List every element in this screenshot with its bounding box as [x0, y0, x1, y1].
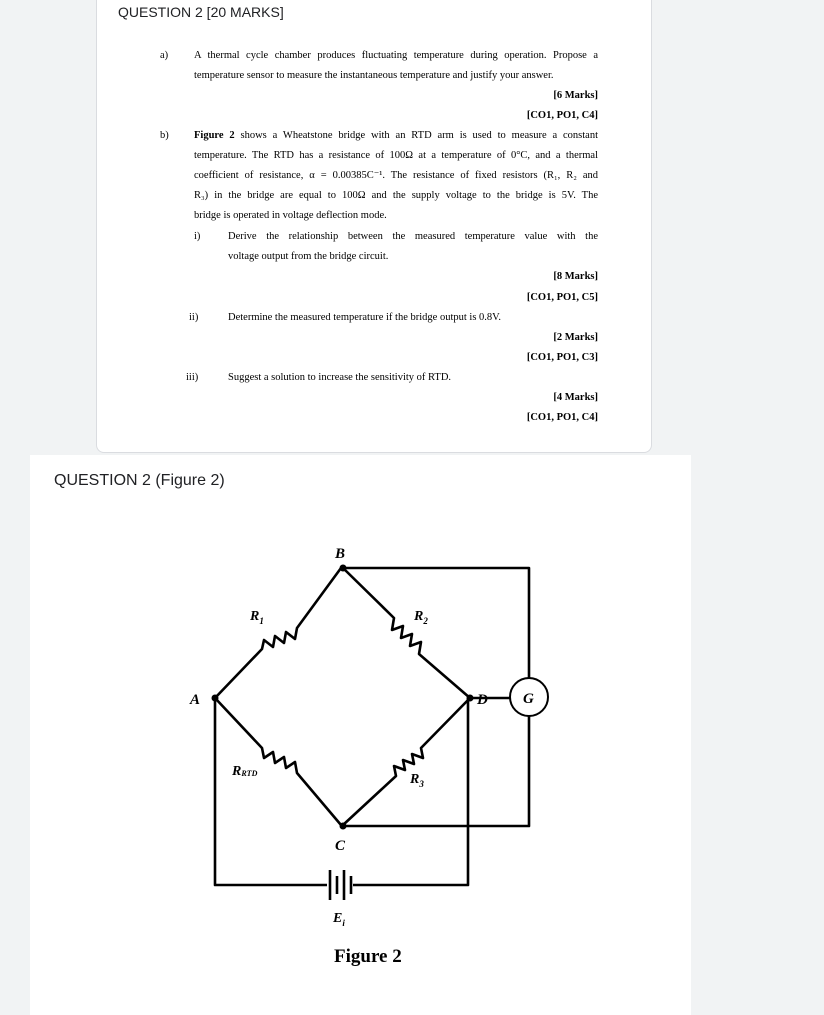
node-c-label: C [335, 838, 346, 854]
sub-iii-label: iii) [186, 372, 199, 383]
sub-i-marks: [8 Marks] [553, 271, 598, 282]
wire-b-to-g [343, 568, 529, 678]
sub-i-label: i) [194, 231, 201, 242]
part-a-line-2: temperature sensor to measure the instantaneous temperature and justify your answer. [194, 70, 554, 81]
part-b-line-2: temperature. The RTD has a resistance of 100Ω at a temperature of 0°C, and a thermal [194, 150, 598, 161]
sub-ii-text: Determine the measured temperature if the bridge output is 0.8V. [228, 312, 502, 323]
r2-label: $R_2$ [414, 609, 428, 626]
galvanometer-label: G [523, 691, 534, 707]
r3-label: $R_3$ [410, 772, 424, 789]
part-b-label: b) [160, 130, 169, 141]
figure-reference: Figure 2 [194, 130, 235, 141]
node-d-label: D [477, 692, 488, 708]
node-c-dot [340, 823, 347, 830]
wire-c-to-battery [353, 698, 468, 885]
part-b-line-5: bridge is operated in voltage deflection mode. [194, 210, 387, 221]
sub-ii-marks: [2 Marks] [553, 332, 598, 343]
rrtd-label: RRTD [232, 764, 258, 779]
node-a-dot [212, 695, 219, 702]
sub-iii-marks: [4 Marks] [553, 392, 598, 403]
part-a-marks: [6 Marks] [553, 90, 598, 101]
part-b-line-3: coefficient of resistance, α = 0.00385C⁻¹. The resistance of fixed resistors (R₁, R₂ and [194, 170, 598, 181]
r1-label: $R_1$ [250, 609, 264, 626]
figure-section-title: QUESTION 2 (Figure 2) [54, 472, 225, 489]
part-a-outcomes: [CO1, PO1, C4] [526, 110, 598, 121]
sub-ii-label: ii) [189, 312, 199, 323]
question-title: QUESTION 2 [20 MARKS] [118, 4, 284, 20]
part-b-line-4: R₃) in the bridge are equal to 100Ω and the supply voltage to the bridge is 5V. The [194, 190, 598, 201]
sub-iii-text: Suggest a solution to increase the sensitivity of RTD. [228, 372, 452, 383]
node-b-dot [340, 565, 347, 572]
resistor-r1 [215, 568, 341, 698]
part-a-line-1: A thermal cycle chamber produces fluctuating temperature during operation. Propose a [194, 50, 598, 61]
resistor-r3 [343, 698, 470, 825]
node-b-label: B [335, 546, 346, 562]
figure-caption: Figure 2 [334, 946, 402, 967]
source-label: $E_i$ [333, 911, 345, 928]
sub-i-line-1: Derive the relationship between the measured temperature value with the [228, 231, 598, 242]
sub-i-outcomes: [CO1, PO1, C5] [526, 292, 598, 303]
sub-ii-outcomes: [CO1, PO1, C3] [526, 352, 598, 363]
sub-i-line-2: voltage output from the bridge circuit. [228, 251, 389, 262]
resistor-r2 [343, 568, 470, 698]
part-a-label: a) [160, 50, 169, 61]
wire-a-to-battery [215, 698, 327, 885]
node-a-label: A [190, 692, 201, 708]
resistor-rrtd [215, 698, 341, 825]
sub-iii-outcomes: [CO1, PO1, C4] [526, 412, 598, 423]
node-d-dot [467, 695, 474, 702]
part-b-line-1-text: shows a Wheatstone bridge with an RTD arm is used to measure a constant [234, 130, 598, 141]
